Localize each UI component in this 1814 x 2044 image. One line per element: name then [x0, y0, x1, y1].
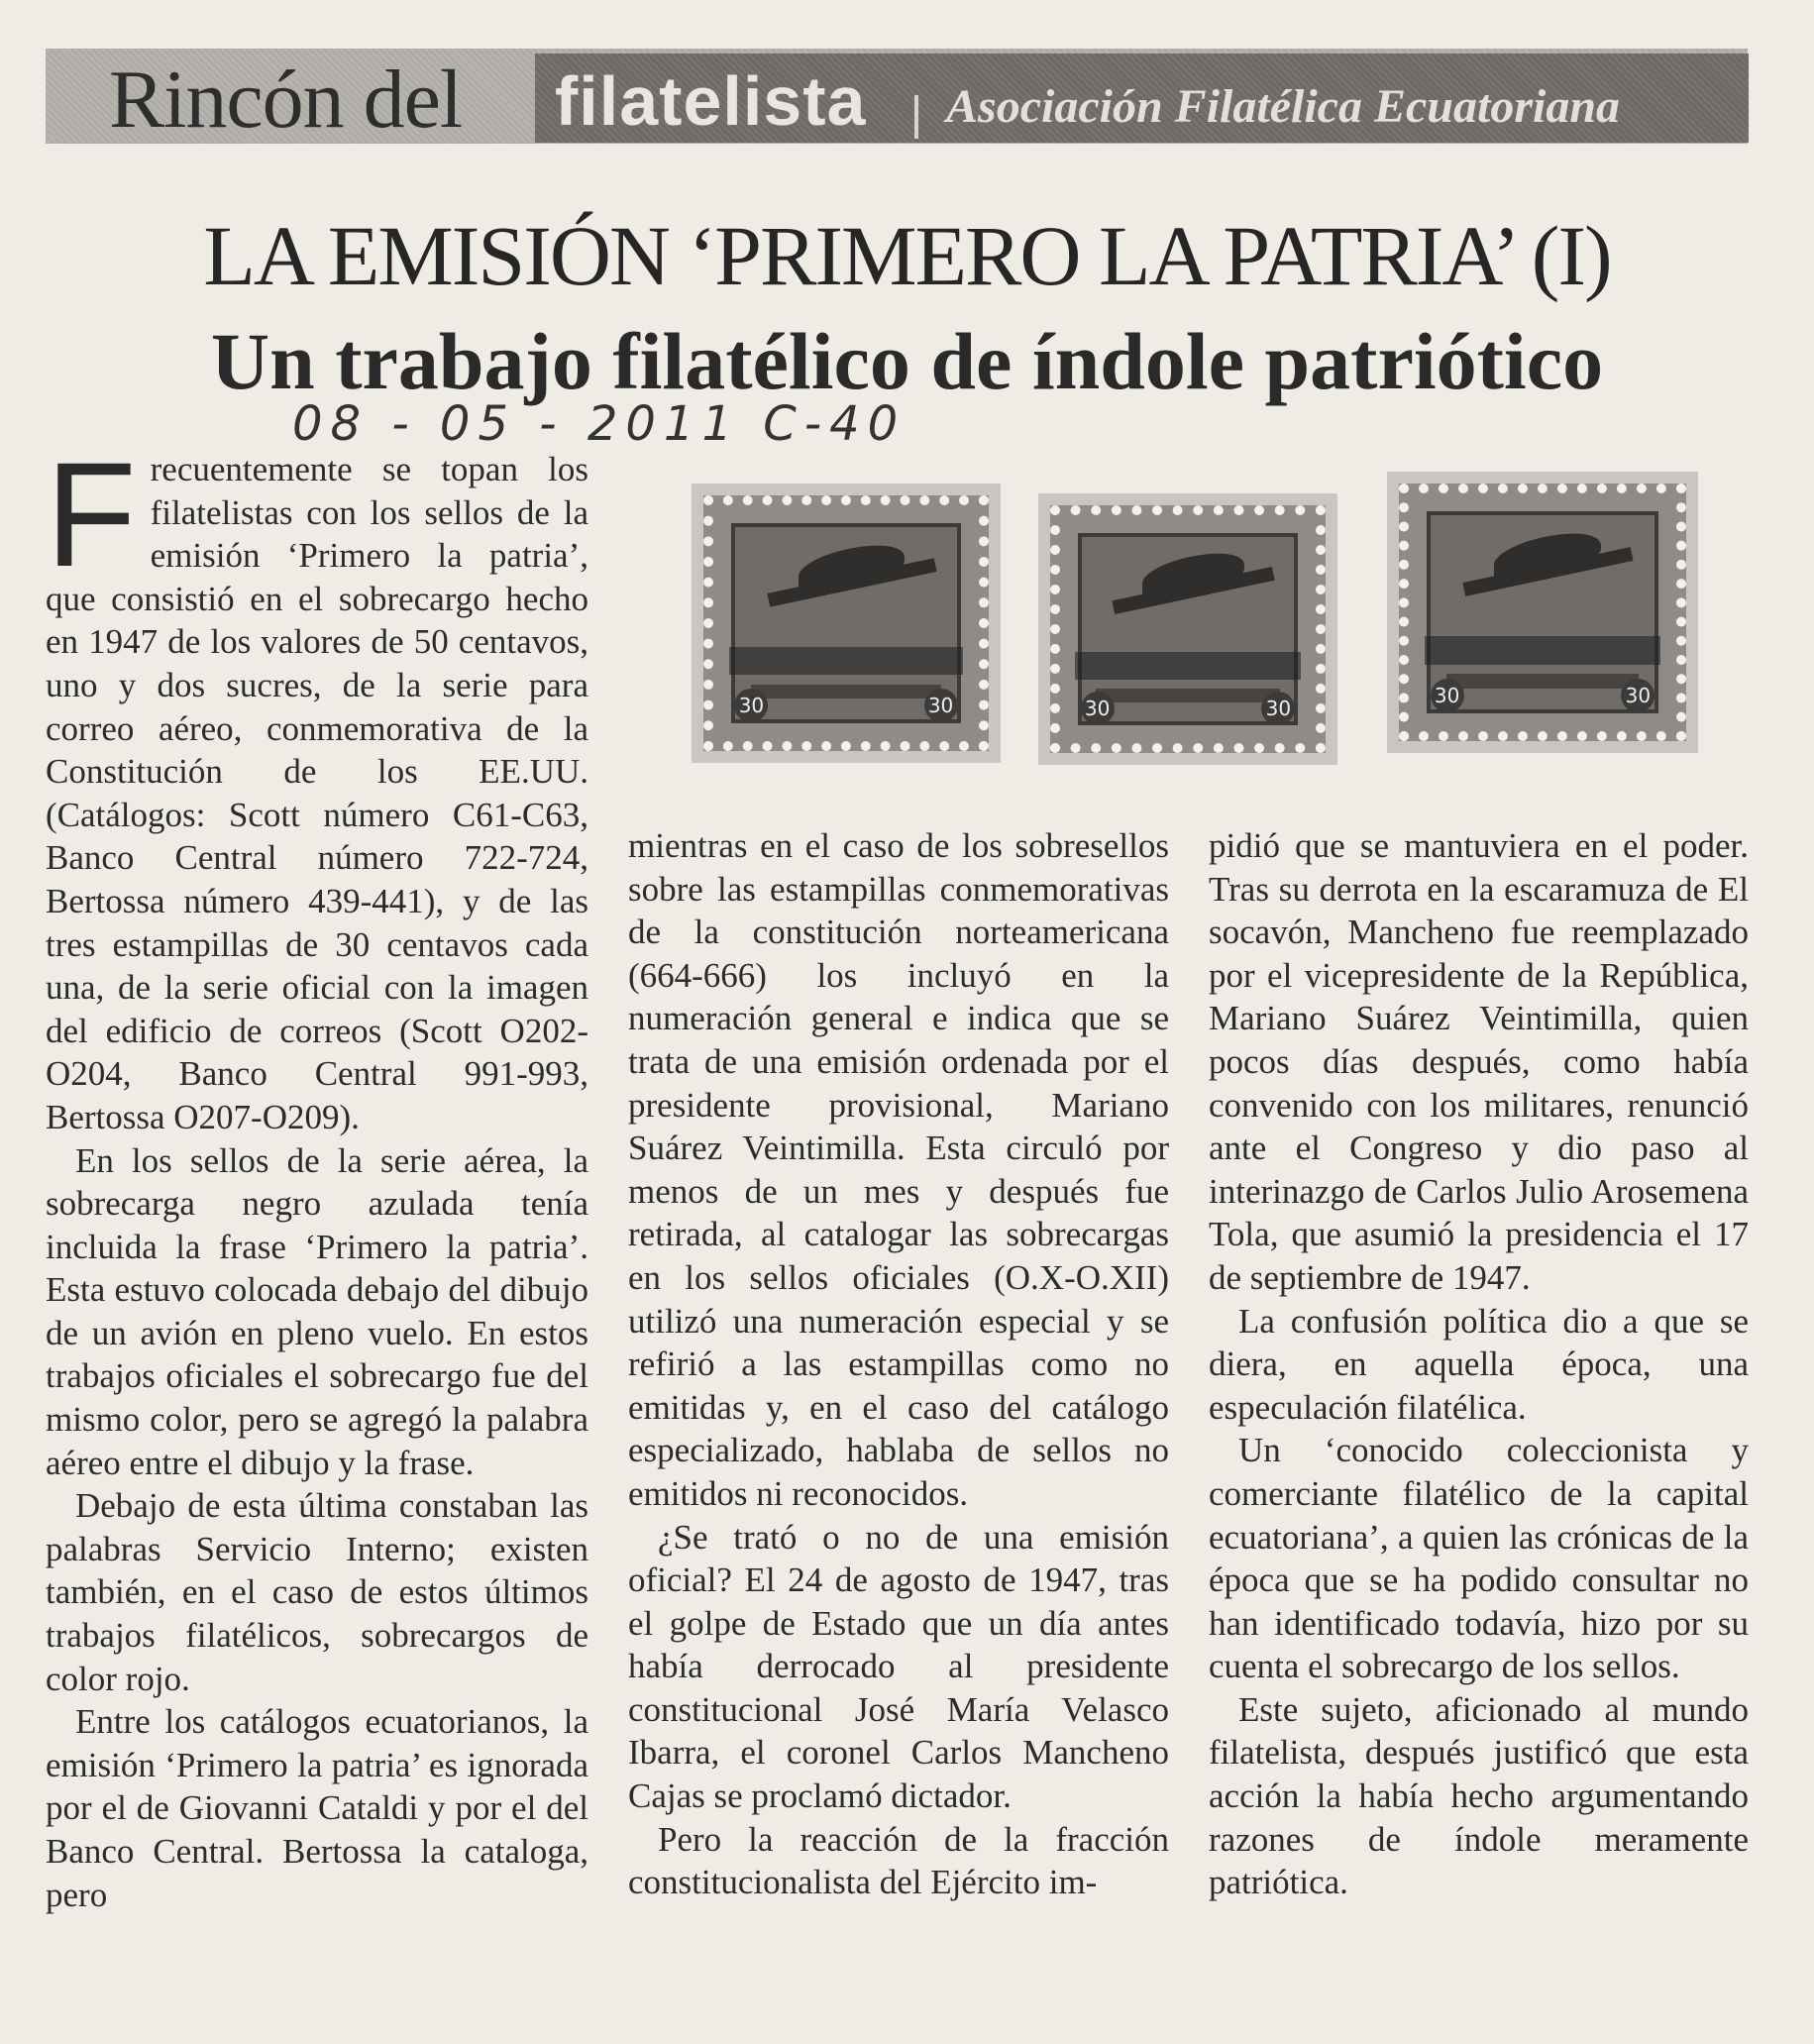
paragraph [46, 431, 588, 1139]
stamp-image [1399, 484, 1686, 741]
article-column-2 [628, 824, 1169, 1904]
stamp-value-right: 30 [1261, 692, 1295, 725]
paragraph: Este sujeto, aficionado al mundo filatelista, después justificó que esta acción la había hecho argumentando razones de índole meramente patriótica. [1209, 1689, 1749, 1902]
section-name-highlight: filatelista [555, 62, 867, 140]
stamp-value-right: 30 [924, 689, 958, 722]
association-name: Asociación Filatélica Ecuatoriana [946, 80, 1621, 133]
article-column-1 [46, 431, 588, 1916]
paragraph: pidió que se mantuviera en el poder. Tras su derrota en la escaramuza de El socavón, Mancheno fue reemplazado por el vicepresidente de la República, Mariano Suárez Veintimilla, quien pocos días después, como había convenido con los militares, renunció ante el Congreso y dio paso al interinazgo de Carlos Julio Arosemena Tola, que asumió la presidencia el 17 de septiembre de 1947. [1209, 826, 1749, 1297]
article-title: LA EMISIÓN ‘PRIMERO LA PATRIA’ (I) [203, 208, 1611, 303]
drop-cap: F [46, 431, 137, 597]
stamp-value-left: 30 [1081, 692, 1115, 725]
paragraph: Entre los catálogos ecuatorianos, la emisión ‘Primero la patria’ es ignorada por el de Giovanni Cataldi y por el del Banco Central. Bertossa la cataloga, pero [46, 1702, 588, 1914]
stamp-value-left: 30 [1431, 679, 1464, 712]
handwritten-note: 08 - 05 - 2011 C-40 [292, 396, 907, 452]
article-subtitle: Un trabajo filatélico de índole patriótico [210, 316, 1604, 406]
stamp-image [1050, 505, 1326, 753]
paragraph: ¿Se trató o no de una emisión oficial? El 24 de agosto de 1947, tras el golpe de Estado que un día antes había derrocado al presidente constitucional José María Velasco Ibarra, el coronel Carlos Mancheno Cajas se proclamó dictador. [628, 1517, 1169, 1816]
header-divider [914, 95, 918, 139]
paragraph: Un ‘conocido coleccionista y comerciante filatélico de la capital ecuatoriana’, a quien las crónicas de la época que se ha podido consultar no han identificado todavía, hizo por su cuenta el sobrecargo de los sellos. [1209, 1431, 1749, 1686]
paragraph: En los sellos de la serie aérea, la sobrecarga negro azulada tenía incluida la frase ‘Primero la patria’. Esta estuvo colocada debajo del dibujo de un avión en pleno vuelo. En estos trabajos oficiales el sobrecargo fue del mismo color, pero se agregó la palabra aéreo entre el dibujo y la frase. [46, 1140, 588, 1482]
paragraph-text: recuentemente se topan los filatelistas con los sellos de la emisión ‘Primero la patria’, que consistió en el sobrecargo hecho en 1947 de los valores de 50 centavos, uno y dos sucres, de la serie para correo aéreo, conmemorativa de la Constitución de los EE.UU. (Catálogos: Scott número C61-C63, Banco Central número 722-724, Bertossa número 439-441), y de las tres estampillas de 30 centavos cada una, de la serie oficial con la imagen del edificio de correos (Scott O202-O204, Banco Central 991-993, Bertossa O207-O209). [46, 450, 588, 1136]
section-name: Rincón del [109, 54, 463, 146]
stamp-image [703, 495, 989, 751]
stamp-images [664, 458, 1704, 765]
article-column-3 [1209, 824, 1749, 1904]
stamp-value-right: 30 [1621, 679, 1654, 712]
paragraph: La confusión política dio a que se diera, en aquella época, una especulación filatélica. [1209, 1301, 1749, 1427]
paragraph: mientras en el caso de los sobresellos sobre las estampillas conmemorativas de la constitución norteamericana (664-666) los incluyó en la numeración general e indica que se trata de una emisión ordenada por el presidente provisional, Mariano Suárez Veintimilla. Esta circuló por menos de un mes y después fue retirada, al catalogar las sobrecargas en los sellos oficiales (O.X-O.XII) utilizó una numeración especial y se refirió a las estampillas como no emitidas y, en el caso del catálogo especializado, hablaba de sellos no emitidos ni reconocidos. [628, 826, 1169, 1513]
stamp-value-left: 30 [734, 689, 768, 722]
paragraph: Pero la reacción de la fracción constitucionalista del Ejército im- [628, 1819, 1169, 1902]
paragraph: Debajo de esta última constaban las palabras Servicio Interno; existen también, en el caso de estos últimos trabajos filatélicos, sobrecargos de color rojo. [46, 1486, 588, 1698]
